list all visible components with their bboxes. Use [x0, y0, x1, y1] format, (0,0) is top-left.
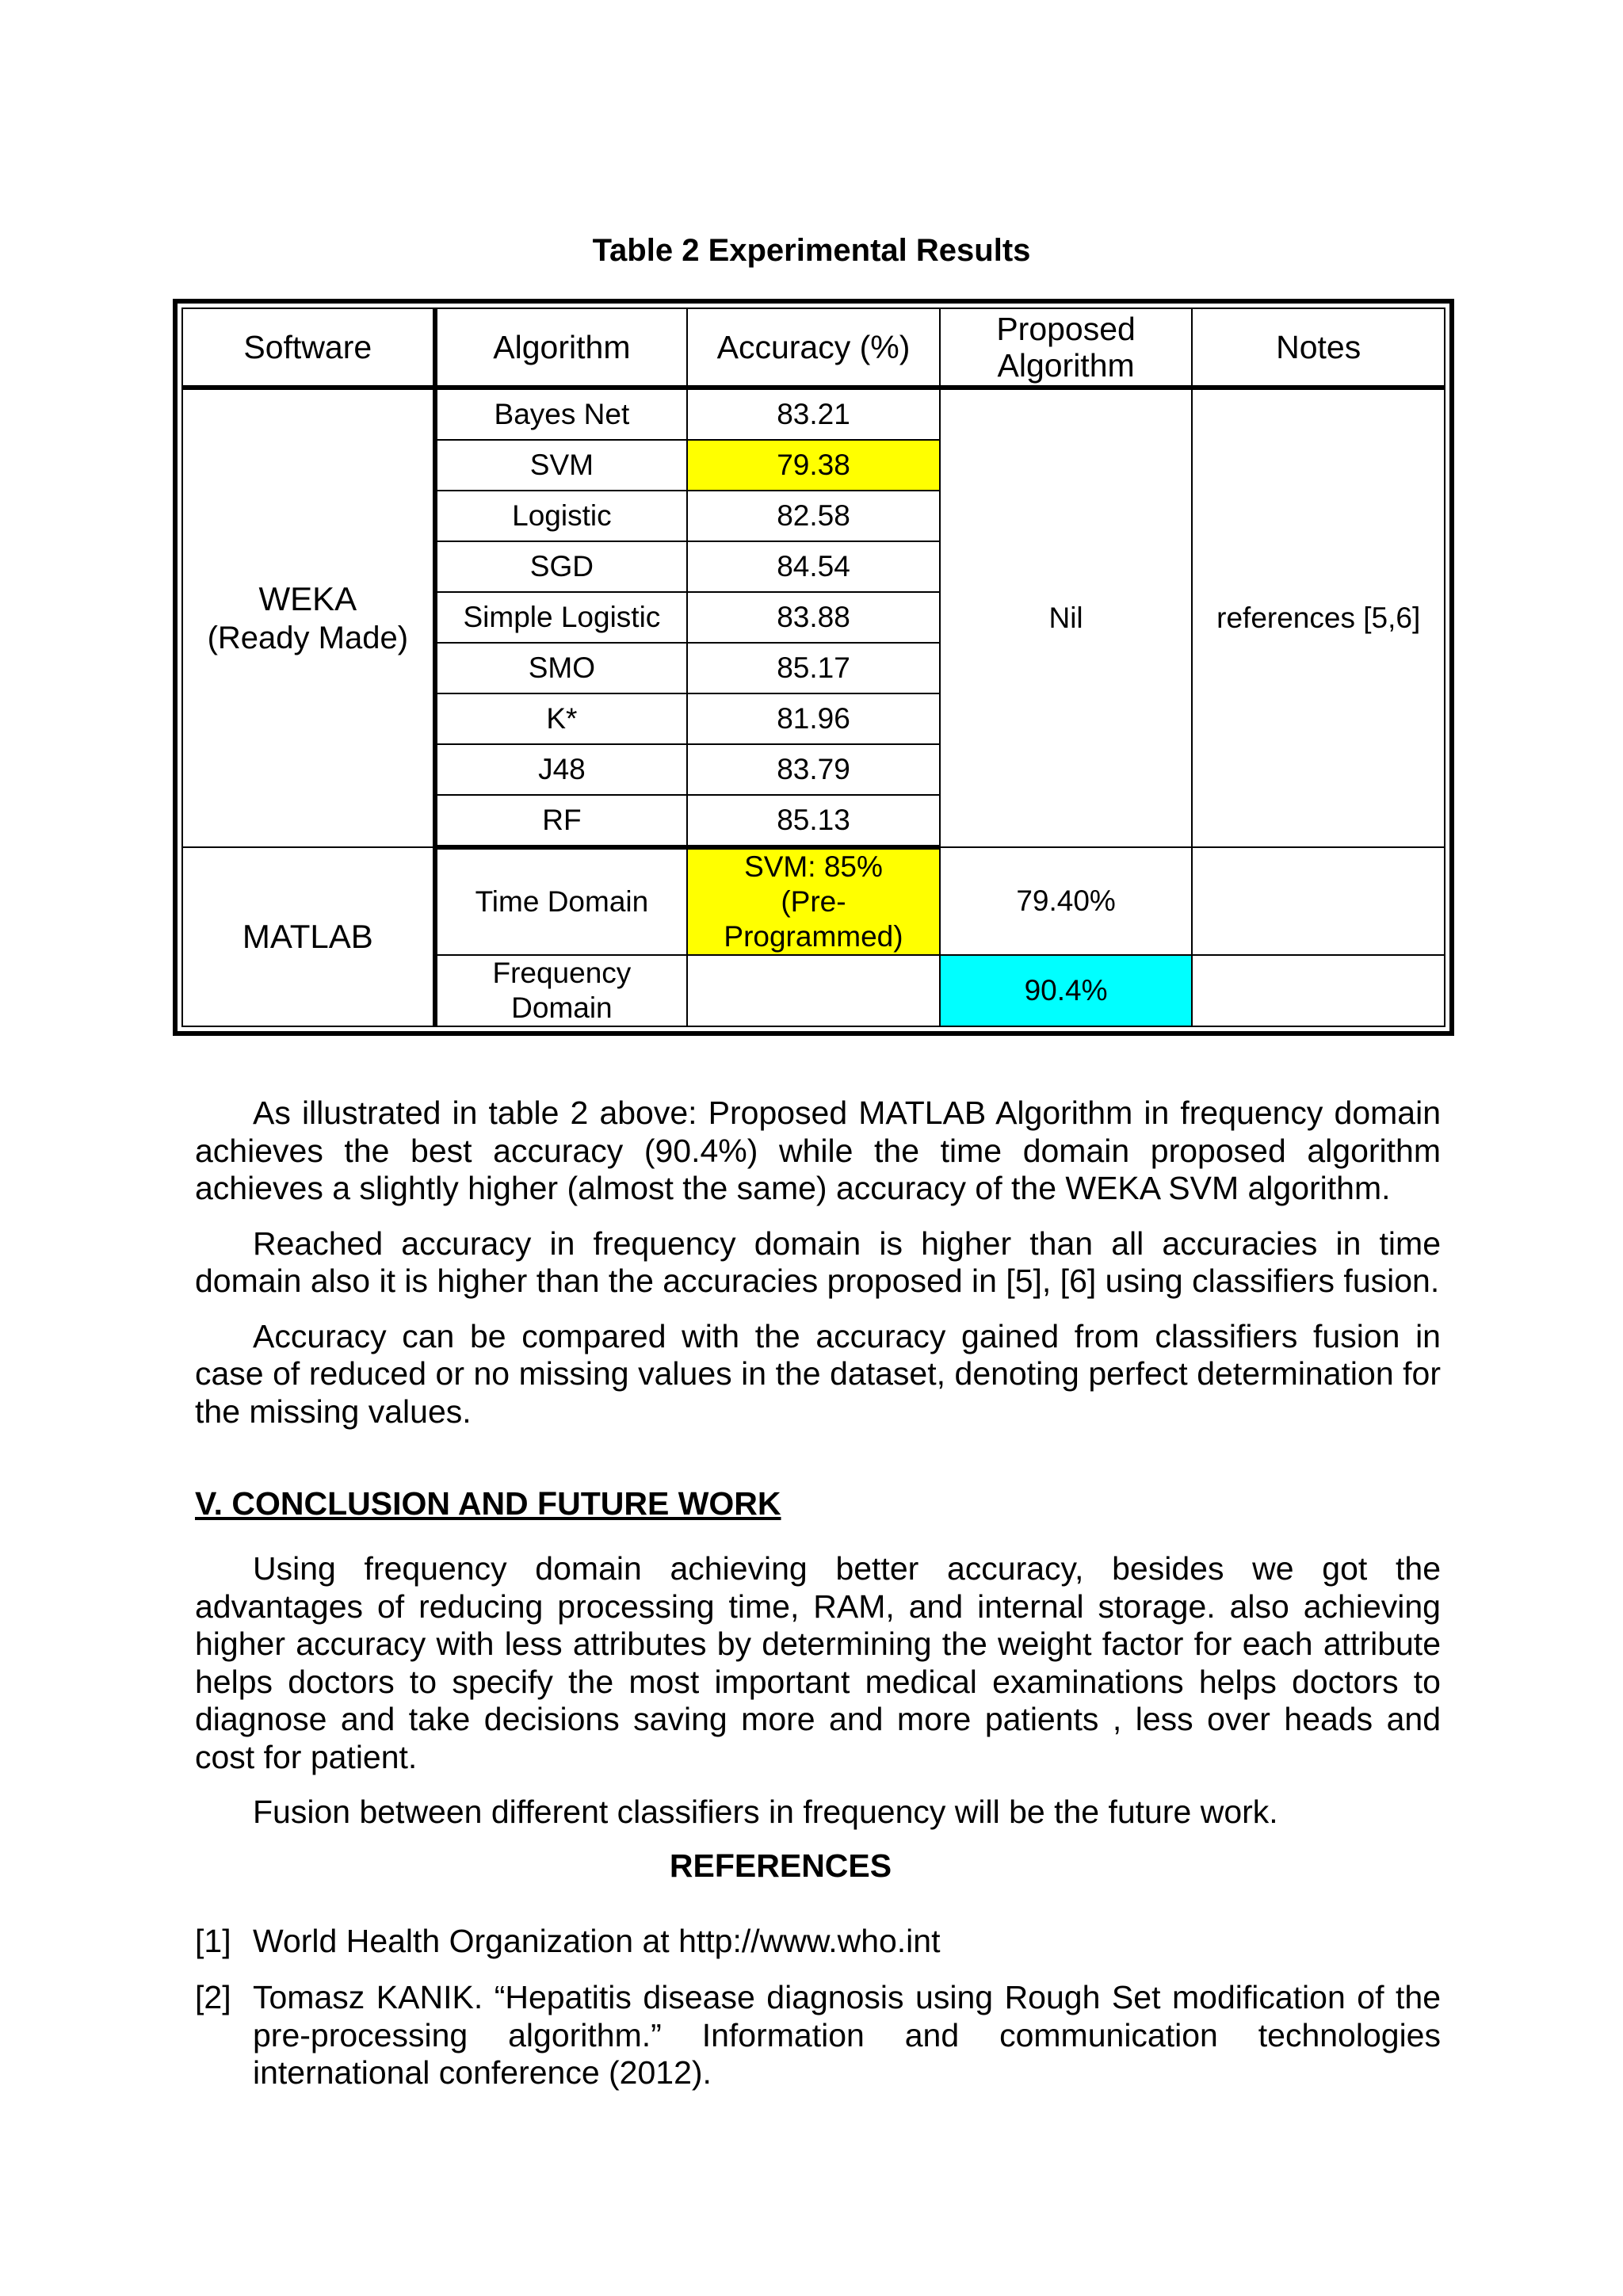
- software-weka: [182, 388, 435, 847]
- proposed-cell-highlighted: 90.4%: [940, 955, 1193, 1026]
- paragraph: Reached accuracy in frequency domain is higher than all accuracies in time domain also it is higher than the accuracies proposed in [5], [6] using classifiers fusion.: [195, 1224, 1441, 1299]
- weka-proposed-cell: Nil: [940, 388, 1193, 847]
- table-header-row: [182, 308, 1445, 388]
- algorithm-cell: SVM: [435, 440, 688, 491]
- accuracy-cell: 85.13: [687, 795, 940, 847]
- conclusion-body: [195, 1550, 1441, 1849]
- reference-number: [1]: [195, 1923, 231, 1959]
- weka-subtitle: (Ready Made): [207, 620, 409, 655]
- paragraph: Using frequency domain achieving better accuracy, besides we got the advantages of reducing processing time, RAM, and internal storage. also achieving higher accuracy with less attributes by determining the weight factor for each attribute helps doctors to specify the most important medical examinations helps doctors to diagnose and take decisions saving more and more patients , less over heads and cost for patient.: [195, 1550, 1441, 1775]
- software-matlab: MATLAB: [182, 847, 435, 1026]
- accuracy-cell-highlighted: SVM: 85% (Pre-Programmed): [687, 847, 940, 955]
- results-discussion: [195, 1095, 1441, 1448]
- algorithm-cell: SMO: [435, 643, 688, 693]
- accuracy-cell-highlighted: 79.38: [687, 440, 940, 491]
- table-caption: Table 2 Experimental Results: [592, 233, 1031, 268]
- algorithm-cell: Bayes Net: [435, 388, 688, 440]
- accuracy-cell: 85.17: [687, 643, 940, 693]
- reference-item: [195, 1923, 1441, 1961]
- notes-cell: [1192, 955, 1445, 1026]
- algorithm-cell: J48: [435, 744, 688, 795]
- algorithm-cell: RF: [435, 795, 688, 847]
- accuracy-cell: 81.96: [687, 693, 940, 744]
- notes-cell: [1192, 847, 1445, 955]
- accuracy-cell: 83.21: [687, 388, 940, 440]
- algorithm-cell: Time Domain: [435, 847, 688, 955]
- algorithm-cell: SGD: [435, 541, 688, 592]
- accuracy-cell: 83.79: [687, 744, 940, 795]
- paragraph: Accuracy can be compared with the accuracy gained from classifiers fusion in case of reduced or no missing values in the dataset, denoting perfect determination for the missing values.: [195, 1317, 1441, 1430]
- reference-text: Tomasz KANIK. “Hepatitis disease diagnosis using Rough Set modification of the pre-processing algorithm.” Information and communication technologies international conference (2012).: [253, 1979, 1441, 2091]
- header-accuracy: Accuracy (%): [687, 308, 940, 388]
- header-algorithm: Algorithm: [435, 308, 688, 388]
- accuracy-cell: 83.88: [687, 592, 940, 643]
- weka-name: WEKA: [258, 579, 357, 617]
- header-software: Software: [182, 308, 435, 388]
- section-heading: V. CONCLUSION AND FUTURE WORK: [195, 1485, 781, 1522]
- table-row: [182, 388, 1445, 440]
- proposed-cell: 79.40%: [940, 847, 1193, 955]
- algorithm-cell: Simple Logistic: [435, 592, 688, 643]
- header-proposed: Proposed Algorithm: [940, 308, 1193, 388]
- algorithm-cell: Logistic: [435, 491, 688, 541]
- paragraph: As illustrated in table 2 above: Proposed MATLAB Algorithm in frequency domain achieves the best accuracy (90.4%) while the time domain proposed algorithm achieves a slightly higher (almost the same) accuracy of the WEKA SVM algorithm.: [195, 1095, 1441, 1206]
- paragraph: Fusion between different classifiers in frequency will be the future work.: [253, 1794, 1278, 1830]
- algorithm-cell: K*: [435, 693, 688, 744]
- header-notes: Notes: [1192, 308, 1445, 388]
- table-row: [182, 847, 1445, 955]
- accuracy-cell: [687, 955, 940, 1026]
- reference-text: World Health Organization at http://www.who.int: [253, 1923, 941, 1959]
- accuracy-cell: 84.54: [687, 541, 940, 592]
- algorithm-cell: Frequency Domain: [435, 955, 688, 1026]
- results-table-frame: [173, 299, 1454, 1036]
- accuracy-cell: 82.58: [687, 491, 940, 541]
- reference-item: [195, 1979, 1441, 2092]
- references-heading: REFERENCES: [669, 1847, 892, 1884]
- weka-notes-cell: references [5,6]: [1192, 388, 1445, 847]
- reference-number: [2]: [195, 1979, 231, 2015]
- results-table: [181, 308, 1445, 1027]
